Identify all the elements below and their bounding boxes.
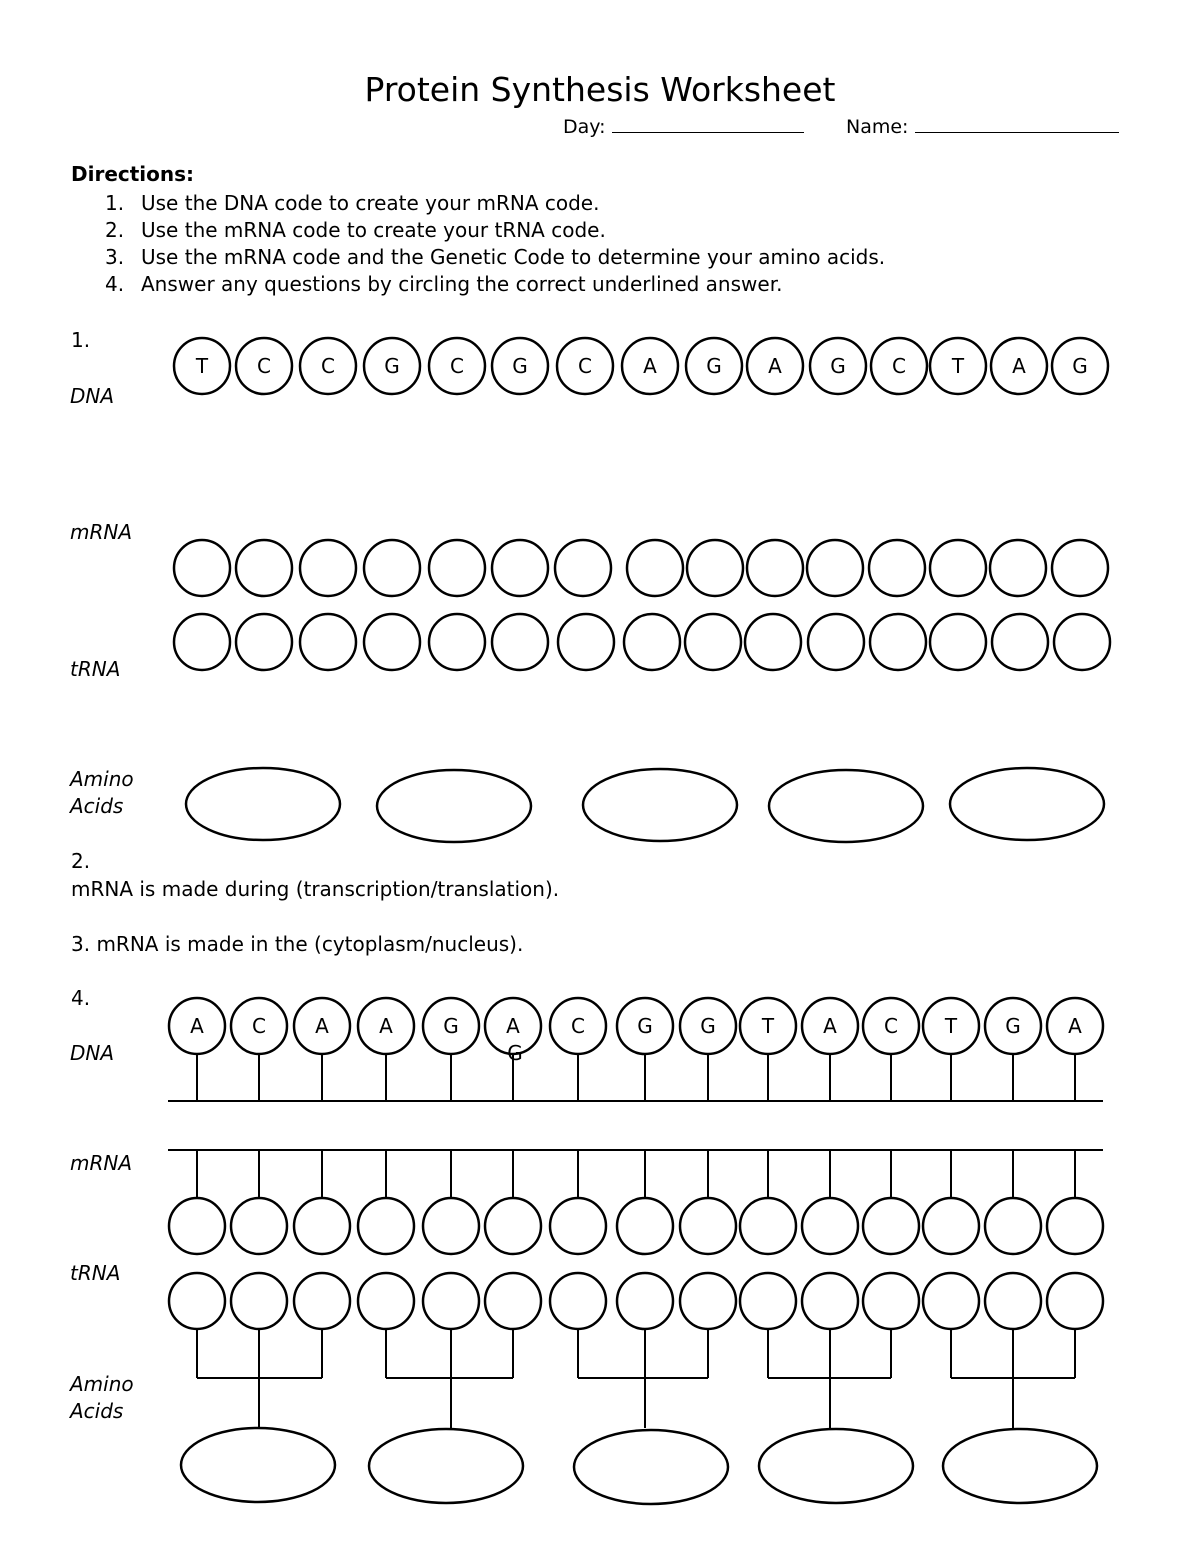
q4-trna-answer-circle[interactable] <box>423 1273 479 1329</box>
q1-dna-base-letter: G <box>1072 354 1088 378</box>
direction-item: 2. Use the mRNA code to create your tRNA code. <box>105 218 606 242</box>
q1-trna-answer-circle[interactable] <box>992 614 1048 670</box>
q4-trna-answer-circle[interactable] <box>923 1273 979 1329</box>
q4-mrna-answer-circle[interactable] <box>863 1198 919 1254</box>
q1-trna-answer-circle[interactable] <box>1054 614 1110 670</box>
q4-dna-base-letter: T <box>761 1014 775 1038</box>
q1-mrna-answer-circle[interactable] <box>555 540 611 596</box>
q4-mrna-answer-circle[interactable] <box>1047 1198 1103 1254</box>
q4-trna-answer-circle[interactable] <box>802 1273 858 1329</box>
mrna-label: mRNA <box>70 520 133 544</box>
directions-heading: Directions: <box>71 162 195 186</box>
q1-mrna-answer-circle[interactable] <box>429 540 485 596</box>
q1-dna-base-letter: G <box>512 354 528 378</box>
q4-mrna-answer-circle[interactable] <box>231 1198 287 1254</box>
q4-trna-answer-circle[interactable] <box>1047 1273 1103 1329</box>
q1-dna-base-letter: C <box>321 354 335 378</box>
amino-label-line1: Amino <box>70 1372 134 1396</box>
q4-mrna-answer-circle[interactable] <box>294 1198 350 1254</box>
page-title: Protein Synthesis Worksheet <box>364 70 836 109</box>
q4-mrna-answer-circle[interactable] <box>485 1198 541 1254</box>
q1-amino-acid-answer[interactable] <box>377 770 531 842</box>
q1-trna-answer-circle[interactable] <box>745 614 801 670</box>
q4-amino-acid-answer[interactable] <box>369 1429 523 1503</box>
q1-mrna-answer-circle[interactable] <box>869 540 925 596</box>
q4-amino-acid-answer[interactable] <box>943 1429 1097 1503</box>
q4-dna-base-letter: C <box>252 1014 266 1038</box>
q4-dna-base-letter: T <box>944 1014 958 1038</box>
q4-trna-answer-circle[interactable] <box>358 1273 414 1329</box>
q1-mrna-answer-circle[interactable] <box>930 540 986 596</box>
q1-trna-answer-circle[interactable] <box>930 614 986 670</box>
q1-trna-answer-circle[interactable] <box>870 614 926 670</box>
q1-amino-acid-answer[interactable] <box>186 768 340 840</box>
q1-trna-answer-circle[interactable] <box>364 614 420 670</box>
q1-dna-base-letter: C <box>892 354 906 378</box>
day-label: Day: <box>563 116 606 138</box>
q1-dna-base-letter: A <box>768 354 782 378</box>
q4-dna-base-letter: C <box>884 1014 898 1038</box>
q1-dna-base-letter: C <box>257 354 271 378</box>
q1-dna-base-letter: G <box>830 354 846 378</box>
amino-label-line2: Acids <box>70 1399 124 1423</box>
q4-mrna-answer-circle[interactable] <box>358 1198 414 1254</box>
q4-dna-base-letter: A <box>190 1014 204 1038</box>
q1-mrna-answer-circle[interactable] <box>174 540 230 596</box>
question-1-number: 1. <box>71 328 91 352</box>
q4-dna-base-letter: G <box>700 1014 716 1038</box>
q4-mrna-answer-circle[interactable] <box>550 1198 606 1254</box>
question-2-text: mRNA is made during (transcription/translation). <box>71 877 560 901</box>
q4-amino-acid-answer[interactable] <box>759 1429 913 1503</box>
q1-trna-answer-circle[interactable] <box>685 614 741 670</box>
q4-mrna-answer-circle[interactable] <box>680 1198 736 1254</box>
q4-mrna-answer-circle[interactable] <box>923 1198 979 1254</box>
q4-mrna-answer-circle[interactable] <box>169 1198 225 1254</box>
q1-dna-base-letter: T <box>951 354 965 378</box>
trna-label: tRNA <box>70 1261 121 1285</box>
q1-mrna-answer-circle[interactable] <box>236 540 292 596</box>
q1-amino-acid-answer[interactable] <box>583 769 737 841</box>
q1-trna-answer-circle[interactable] <box>808 614 864 670</box>
q4-mrna-answer-circle[interactable] <box>740 1198 796 1254</box>
q4-trna-answer-circle[interactable] <box>169 1273 225 1329</box>
direction-item: 3. Use the mRNA code and the Genetic Code to determine your amino acids. <box>105 245 886 269</box>
q1-amino-acid-answer[interactable] <box>769 770 923 842</box>
q1-trna-answer-circle[interactable] <box>624 614 680 670</box>
q4-trna-answer-circle[interactable] <box>231 1273 287 1329</box>
direction-item: 1. Use the DNA code to create your mRNA code. <box>105 191 600 215</box>
q1-mrna-answer-circle[interactable] <box>627 540 683 596</box>
q4-trna-answer-circle[interactable] <box>294 1273 350 1329</box>
mrna-label: mRNA <box>70 1151 133 1175</box>
q4-trna-answer-circle[interactable] <box>985 1273 1041 1329</box>
q4-trna-answer-circle[interactable] <box>550 1273 606 1329</box>
q4-dna-base-letter: G <box>443 1014 459 1038</box>
q1-trna-answer-circle[interactable] <box>236 614 292 670</box>
q4-dna-base-letter: G <box>1005 1014 1021 1038</box>
q1-mrna-answer-circle[interactable] <box>990 540 1046 596</box>
q4-dna-base-letter: A <box>379 1014 393 1038</box>
q1-dna-base-letter: A <box>643 354 657 378</box>
q4-mrna-answer-circle[interactable] <box>617 1198 673 1254</box>
q1-trna-answer-circle[interactable] <box>429 614 485 670</box>
q4-stray-letter: G <box>507 1041 523 1065</box>
dna-label: DNA <box>70 1041 115 1065</box>
q4-dna-base-letter: G <box>637 1014 653 1038</box>
q4-trna-answer-circle[interactable] <box>863 1273 919 1329</box>
q1-trna-answer-circle[interactable] <box>300 614 356 670</box>
q4-trna-answer-circle[interactable] <box>485 1273 541 1329</box>
q1-mrna-answer-circle[interactable] <box>300 540 356 596</box>
q4-dna-base-letter: A <box>506 1014 520 1038</box>
amino-label-line1: Amino <box>70 767 134 791</box>
q4-trna-answer-circle[interactable] <box>680 1273 736 1329</box>
name-label: Name: <box>846 116 909 138</box>
q4-mrna-answer-circle[interactable] <box>423 1198 479 1254</box>
q1-dna-base-letter: A <box>1012 354 1026 378</box>
q4-amino-acid-answer[interactable] <box>574 1430 728 1504</box>
q1-trna-answer-circle[interactable] <box>492 614 548 670</box>
q4-trna-answer-circle[interactable] <box>740 1273 796 1329</box>
q4-amino-acid-answer[interactable] <box>181 1428 335 1502</box>
question-2-number: 2. <box>71 849 91 873</box>
q4-dna-base-letter: A <box>315 1014 329 1038</box>
q4-mrna-answer-circle[interactable] <box>985 1198 1041 1254</box>
q4-mrna-answer-circle[interactable] <box>802 1198 858 1254</box>
q1-mrna-answer-circle[interactable] <box>492 540 548 596</box>
direction-item: 4. Answer any questions by circling the correct underlined answer. <box>105 272 783 296</box>
q1-mrna-answer-circle[interactable] <box>747 540 803 596</box>
q1-amino-acid-answer[interactable] <box>950 768 1104 840</box>
dna-label: DNA <box>70 384 115 408</box>
q4-dna-base-letter: A <box>1068 1014 1082 1038</box>
q1-mrna-answer-circle[interactable] <box>807 540 863 596</box>
question-3-text: 3. mRNA is made in the (cytoplasm/nucleus). <box>71 932 524 956</box>
q1-mrna-answer-circle[interactable] <box>687 540 743 596</box>
q4-trna-answer-circle[interactable] <box>617 1273 673 1329</box>
q4-dna-base-letter: C <box>571 1014 585 1038</box>
amino-label-line2: Acids <box>70 794 124 818</box>
q1-dna-base-letter: C <box>578 354 592 378</box>
q1-mrna-answer-circle[interactable] <box>1052 540 1108 596</box>
q1-dna-base-letter: C <box>450 354 464 378</box>
question-4-number: 4. <box>71 986 91 1010</box>
trna-label: tRNA <box>70 657 121 681</box>
q1-trna-answer-circle[interactable] <box>558 614 614 670</box>
q4-dna-base-letter: A <box>823 1014 837 1038</box>
q1-dna-base-letter: G <box>384 354 400 378</box>
q1-dna-base-letter: T <box>195 354 209 378</box>
q1-mrna-answer-circle[interactable] <box>364 540 420 596</box>
q1-trna-answer-circle[interactable] <box>174 614 230 670</box>
q1-dna-base-letter: G <box>706 354 722 378</box>
